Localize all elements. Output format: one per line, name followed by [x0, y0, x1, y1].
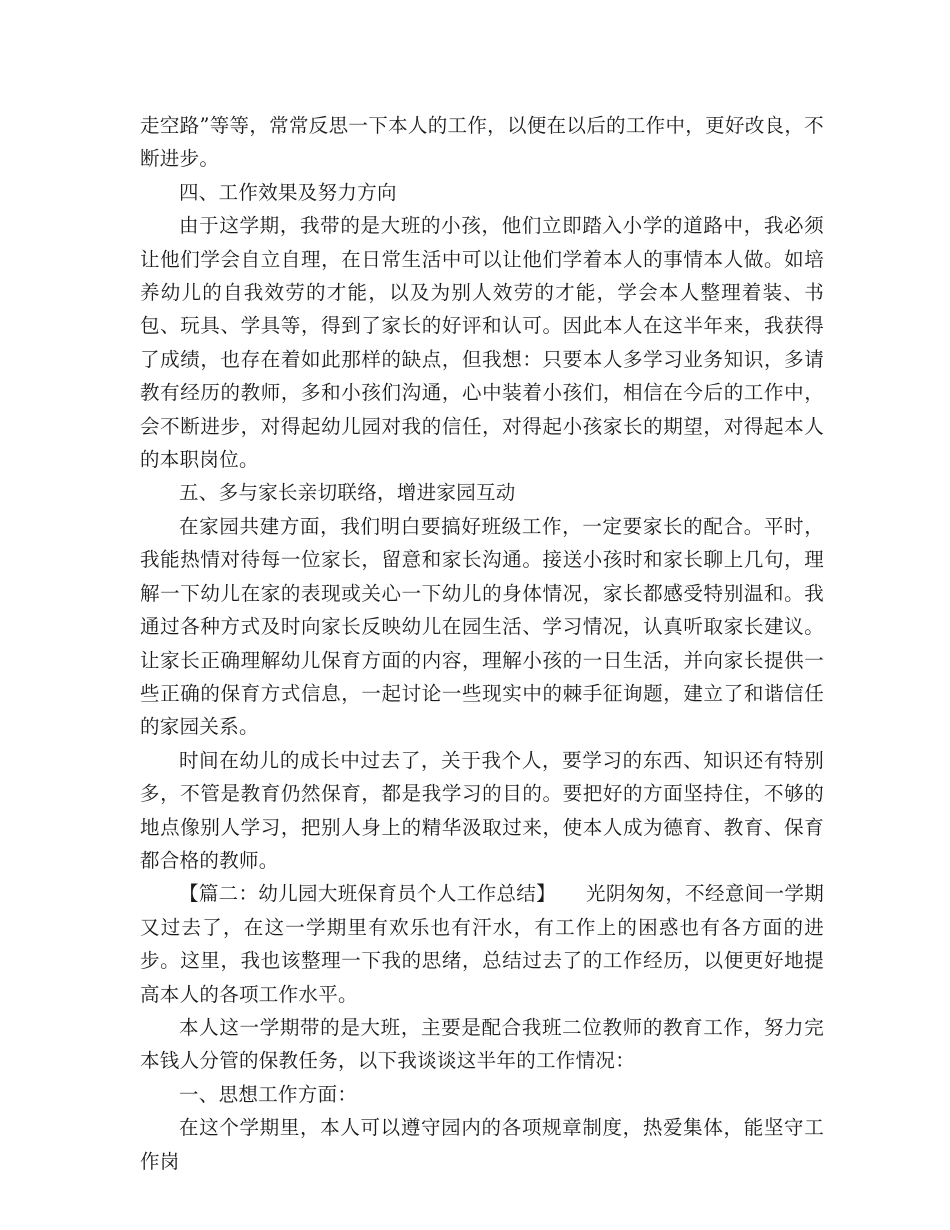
article-title: 【篇二：幼儿园大班保育员个人工作总结】	[179, 882, 556, 906]
section-heading-5: 五、多与家长亲切联络，增进家园互动	[179, 481, 516, 505]
section-heading-4: 四、工作效果及努力方向	[179, 180, 397, 204]
article-intro-text: 光阴匆匆，不经意间一学期又过去了，在这一学期里有欢乐也有汗水，有工作上的困惑也有各方面的进步。这里，我也该整理一下我的思绪，总结过去了的工作经历，以便更好地提高本人的各项工作水平。	[140, 882, 824, 1006]
section-heading-1: 一、思想工作方面：	[179, 1082, 358, 1106]
paragraph-home-school: 在家园共建方面，我们明白要搞好班级工作，一定要家长的配合。平时，我能热情对待每一位家长，留意和家长沟通。接送小孩时和家长聊上几句，理解一下幼儿在家的表现或关心一下幼儿的身体情况，家长都感受特别温和。我通过各种方式及时向家长反映幼儿在园生活、学习情况，认真听取家长建议。让家长正确理解幼儿保育方面的内容，理解小孩的一日生活，并向家长提供一些正确的保育方式信息，一起讨论一些现实中的棘手征询题，建立了和谐信任的家园关系。	[140, 514, 824, 739]
paragraph-ideology: 在这个学期里，本人可以遵守园内的各项规章制度，热爱集体，能坚守工作岗	[140, 1116, 824, 1173]
paragraph-personal-growth: 时间在幼儿的成长中过去了，关于我个人，要学习的东西、知识还有特别多，不管是教育仍然保育，都是我学习的目的。要把好的方面坚持住，不够的地点像别人学习，把别人身上的精华汲取过来，使本人成为德育、教育、保育都合格的教师。	[140, 748, 824, 872]
paragraph-continuation: 走空路”等等，常常反思一下本人的工作，以便在以后的工作中，更好改良，不断进步。	[140, 114, 824, 171]
paragraph-article-two	[140, 877, 824, 1011]
paragraph-semester-overview: 本人这一学期带的是大班，主要是配合我班二位教师的教育工作，努力完本钱人分管的保教任务，以下我谈谈这半年的工作情况：	[140, 1015, 824, 1073]
paragraph-work-results: 由于这学期，我带的是大班的小孩，他们立即踏入小学的道路中，我必须让他们学会自立自理，在日常生活中可以让他们学着本人的事情本人做。如培养幼儿的自我效劳的才能，以及为别人效劳的才能，学会本人整理着装、书包、玩具、学具等，得到了家长的好评和认可。因此本人在这半年来，我获得了成绩，也存在着如此那样的缺点，但我想：只要本人多学习业务知识，多请教有经历的教师，多和小孩们沟通，心中装着小孩们，相信在今后的工作中，会不断进步，对得起幼儿园对我的信任，对得起小孩家长的期望，对得起本人的本职岗位。	[140, 214, 824, 472]
document-body	[140, 109, 824, 1178]
